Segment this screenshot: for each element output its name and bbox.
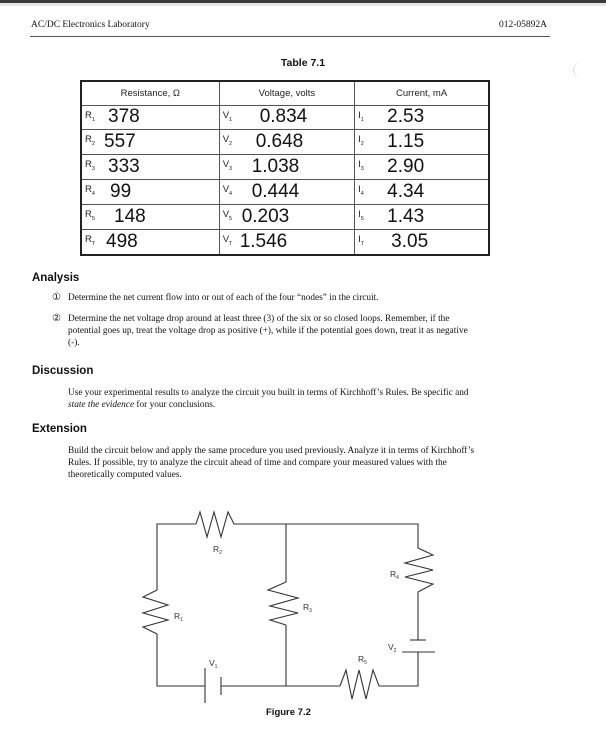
wire-top-left (157, 524, 196, 590)
step-number-2: ② (52, 313, 61, 324)
label-r2: $R_2$ (213, 544, 222, 556)
resistance-symbol: $R_4$ (85, 184, 95, 198)
extension-paragraph: Build the circuit below and apply the same procedure you used previously. Analyze it in terms of Kirchhoff’s Rules. If possible, try to analyze the circuit ahead of time and compare your measured values with the theoretically computed values. (68, 446, 475, 480)
current-symbol: $I_2$ (358, 134, 364, 148)
column-header-resistance: Resistance, Ω (81, 81, 219, 105)
voltage-value: 0.648 (255, 131, 304, 153)
running-header-title: AC/DC Electronics Laboratory (31, 20, 150, 30)
voltage-symbol: $V_T$ (222, 233, 233, 247)
resistance-value: 557 (104, 131, 136, 153)
extension-heading: Extension (32, 423, 87, 435)
wire-top-right (238, 524, 418, 548)
resistor-r1-icon (143, 590, 168, 634)
resistance-value: 378 (108, 106, 140, 128)
analysis-item-text: Determine the net voltage drop around at least three (3) of the six or so closed loops. Remember, if the potential goes up, treat the voltage drop as positive (+), while if the potential goes down, treat it as negative (-). (68, 314, 468, 348)
column-header-voltage: Voltage, volts (219, 81, 354, 105)
figure-caption: Figure 7.2 (266, 707, 311, 718)
voltage-value: 0.834 (259, 106, 308, 128)
discussion-emphasis: state the evidence (68, 400, 135, 410)
discussion-heading: Discussion (32, 365, 94, 377)
current-symbol: $I_1$ (358, 109, 364, 123)
current-value: 2.53 (387, 106, 425, 128)
circuit-labels (174, 544, 399, 670)
resistance-symbol: $R_T$ (85, 233, 96, 247)
resistance-value: 333 (108, 156, 140, 178)
resistance-value: 148 (114, 206, 146, 228)
discussion-text-end: for your conclusions. (134, 400, 216, 410)
current-symbol: $I_5$ (358, 209, 364, 222)
resistor-r3-icon (268, 582, 298, 625)
label-r3: $R_3$ (303, 602, 312, 614)
voltage-symbol: $V_4$ (222, 184, 233, 198)
label-v2: $V_2$ (388, 642, 397, 654)
step-number-1: ① (52, 292, 61, 303)
wire-bottom-right (382, 652, 418, 686)
voltage-symbol: $V_1$ (222, 109, 233, 123)
wire-left-lower (157, 634, 205, 686)
running-header-part-number: 012-05892A (499, 20, 548, 30)
resistance-symbol: $R_3$ (85, 159, 95, 173)
analysis-heading: Analysis (32, 272, 80, 284)
table-title: Table 7.1 (280, 57, 326, 69)
voltage-symbol: $V_5$ (222, 209, 233, 222)
discussion-text: Use your experimental results to analyze the circuit you built in terms of Kirchhoff’s Rules. Be specific and (68, 388, 469, 398)
resistance-symbol: $R_2$ (85, 134, 95, 148)
label-r1: $R_1$ (174, 611, 183, 623)
resistor-r4-icon (405, 548, 433, 592)
current-value: 1.43 (387, 206, 425, 228)
current-value: 1.15 (387, 131, 425, 153)
current-value: 3.05 (391, 230, 429, 252)
label-r4: $R_4$ (390, 569, 399, 581)
column-header-current: Current, mA (355, 81, 489, 105)
analysis-item-text: Determine the net current flow into or out of each of the four “nodes” in the circuit. (68, 293, 379, 303)
resistor-r2-icon (196, 512, 238, 537)
resistance-symbol: $R_1$ (85, 109, 95, 123)
resistor-r5-icon (340, 670, 382, 699)
voltage-symbol: $V_3$ (222, 159, 233, 173)
voltage-value: 1.546 (239, 230, 288, 252)
voltage-symbol: $V_2$ (222, 134, 233, 148)
resistance-symbol: $R_5$ (85, 209, 95, 222)
current-symbol: $I_4$ (358, 184, 364, 198)
current-symbol: $I_3$ (358, 159, 364, 173)
current-value: 2.90 (387, 156, 425, 178)
current-symbol: $I_T$ (358, 233, 365, 247)
voltage-value: 0.203 (241, 206, 290, 228)
resistance-value: 99 (110, 181, 132, 203)
label-v1: $V_1$ (209, 658, 218, 670)
label-r5: $R_5$ (358, 654, 367, 666)
voltage-value: 1.038 (251, 156, 300, 178)
current-value: 4.34 (387, 181, 425, 203)
resistance-value: 498 (106, 230, 138, 252)
voltage-value: 0.444 (251, 181, 300, 203)
